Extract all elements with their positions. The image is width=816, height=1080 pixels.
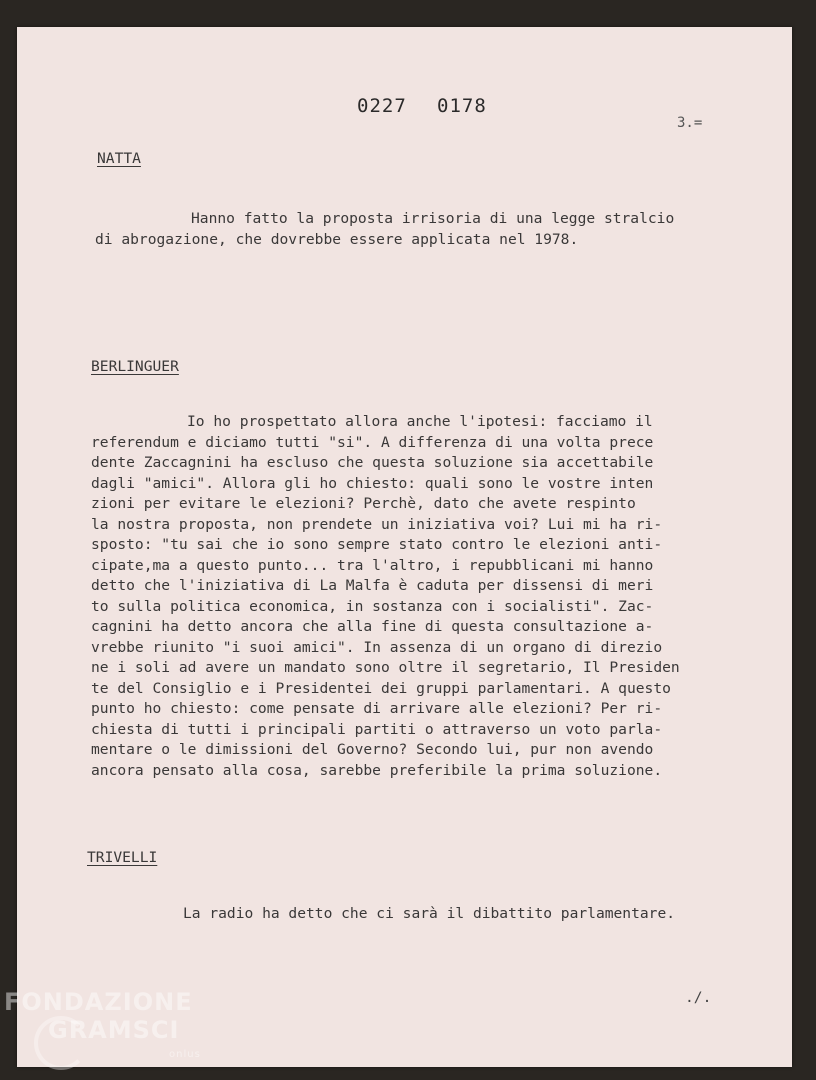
paragraph-berlinguer [91, 412, 680, 781]
paragraph-natta [95, 209, 674, 250]
text-line: to sulla politica economica, in sostanza con i socialisti". Zac- [91, 597, 654, 615]
text-line: vrebbe riunito "i suoi amici". In assenza di un organo di direzio [91, 638, 663, 656]
archive-number-2: 0178 [437, 95, 487, 117]
page-number: 3.= [677, 115, 703, 131]
section-heading-natta: NATTA [97, 150, 141, 167]
section-heading-berlinguer: BERLINGUER [91, 358, 179, 375]
text-line: te del Consiglio e i Presidentei dei gruppi parlamentari. A questo [91, 679, 671, 697]
text-line: di abrogazione, che dovrebbe essere applicata nel 1978. [95, 230, 579, 248]
text-line: chiesta di tutti i principali partiti o attraverso un voto parla- [91, 720, 663, 738]
document-page [17, 27, 792, 1067]
watermark-line-1: FONDAZIONE [4, 988, 193, 1016]
text-line: cipate,ma a questo punto... tra l'altro, i repubblicani mi hanno [91, 556, 654, 574]
continuation-mark: ./. [685, 989, 712, 1006]
text-line: la nostra proposta, non prendete un iniziativa voi? Lui mi ha ri- [91, 515, 663, 533]
text-line: Hanno fatto la proposta irrisoria di una legge stralcio [191, 210, 675, 227]
watermark-line-3: onlus [169, 1049, 201, 1060]
text-line: La radio ha detto che ci sarà il dibattito parlamentare. [183, 905, 676, 922]
watermark-line-2: GRAMSCI [48, 1016, 180, 1044]
text-line: sposto: "tu sai che io sono sempre stato contro le elezioni anti- [91, 536, 663, 553]
text-line: dente Zaccagnini ha escluso che questa soluzione sia accettabile [91, 454, 654, 471]
text-line: cagnini ha detto ancora che alla fine di questa consultazione a- [91, 618, 654, 635]
section-heading-trivelli: TRIVELLI [87, 849, 158, 866]
archive-number-1: 0227 [357, 95, 407, 117]
fondazione-gramsci-watermark-logo [4, 988, 201, 1060]
text-line: referendum e diciamo tutti "si". A differenza di una volta prece [91, 433, 654, 451]
text-line: punto ho chiesto: come pensate di arrivare alle elezioni? Per ri- [91, 700, 663, 717]
text-line: mentare o le dimissioni del Governo? Secondo lui, pur non avendo [91, 741, 654, 758]
text-line: ancora pensato alla cosa, sarebbe preferibile la prima soluzione. [91, 761, 663, 779]
text-line: Io ho prospettato allora anche l'ipotesi: facciamo il [187, 413, 653, 430]
text-line: detto che l'iniziativa di La Malfa è caduta per dissensi di meri [91, 577, 654, 594]
text-line: zioni per evitare le elezioni? Perchè, dato che avete respinto [91, 495, 636, 512]
watermark-swoosh-icon [34, 1016, 88, 1070]
text-line: dagli "amici". Allora gli ho chiesto: quali sono le vostre inten [91, 474, 654, 492]
text-line: ne i soli ad avere un mandato sono oltre il segretario, Il Presiden [91, 659, 680, 676]
paragraph-trivelli [87, 904, 675, 925]
